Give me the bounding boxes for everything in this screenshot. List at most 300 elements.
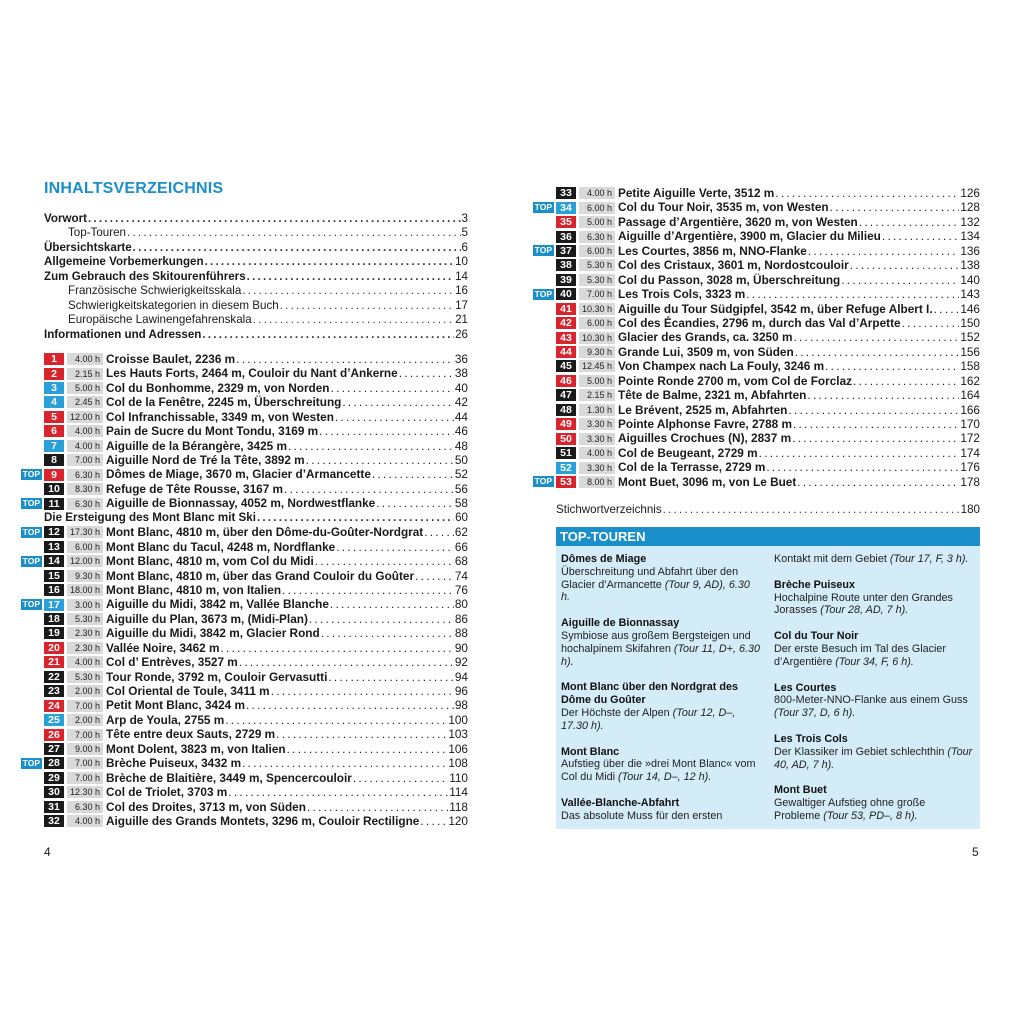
tour-row[interactable] bbox=[44, 771, 468, 785]
top-badge: TOP bbox=[534, 245, 552, 256]
tour-number-badge: 10 bbox=[44, 483, 64, 495]
tour-row[interactable] bbox=[556, 215, 980, 229]
tour-list-left bbox=[22, 351, 468, 828]
tour-number-badge: 19 bbox=[44, 627, 64, 639]
toc-entry-page: 10 bbox=[455, 255, 468, 269]
tour-name: Col de Beugeant, 2729 m bbox=[618, 445, 758, 460]
leader-dots bbox=[376, 496, 454, 510]
tour-name: Pointe Alphonse Favre, 2788 m bbox=[618, 417, 792, 431]
tour-row[interactable] bbox=[22, 525, 468, 540]
top-tour-note: (Tour 17, F, 3 h). bbox=[889, 553, 969, 565]
tour-page: 58 bbox=[454, 496, 468, 511]
tour-time: 2.00 h bbox=[67, 714, 103, 726]
toc-entry-title: Top-Touren bbox=[68, 226, 127, 240]
tour-page: 128 bbox=[960, 200, 980, 215]
leader-dots bbox=[353, 771, 448, 785]
tour-name: Mont Blanc, 4810 m, über den Dôme-du-Goûter-Nordgrat bbox=[106, 525, 424, 540]
leader-dots bbox=[372, 467, 454, 481]
leader-dots bbox=[825, 359, 959, 373]
top-slot bbox=[20, 498, 44, 509]
top-tour-item bbox=[774, 784, 974, 822]
tour-name: Vallée Noire, 3462 m bbox=[106, 640, 220, 655]
tour-row[interactable] bbox=[534, 474, 980, 489]
index-entry[interactable] bbox=[556, 503, 980, 517]
tour-page: 164 bbox=[960, 388, 980, 403]
tour-row[interactable] bbox=[44, 583, 468, 597]
tour-number-badge: 13 bbox=[44, 541, 64, 553]
tour-page: 134 bbox=[960, 229, 980, 244]
tour-row[interactable] bbox=[44, 670, 468, 684]
tour-number-badge: 44 bbox=[556, 346, 576, 358]
tour-row[interactable] bbox=[44, 366, 468, 380]
top-tour-desc-text: Symbiose aus großem Bergsteigen und hochalpinem Skifahren bbox=[561, 629, 751, 655]
top-tour-title: Dômes de Miage bbox=[561, 553, 647, 565]
tour-time: 6.00 h bbox=[579, 245, 615, 257]
tour-page: 90 bbox=[454, 640, 468, 655]
top-tour-desc bbox=[774, 553, 974, 566]
tour-page: 166 bbox=[960, 402, 980, 417]
toc-entry[interactable] bbox=[44, 226, 468, 240]
top-tour-note: (Tour 11, D+, 6.30 h). bbox=[561, 642, 760, 668]
tour-page: 36 bbox=[454, 351, 468, 366]
tour-name: Col du Bonhomme, 2329 m, von Norden bbox=[106, 380, 330, 395]
tour-page: 38 bbox=[454, 366, 468, 381]
tour-row[interactable] bbox=[22, 756, 468, 771]
tour-row[interactable] bbox=[556, 258, 980, 272]
tour-number-badge: 32 bbox=[44, 815, 64, 827]
tour-page: 46 bbox=[454, 424, 468, 439]
leader-dots bbox=[788, 403, 959, 417]
tour-row[interactable] bbox=[44, 698, 468, 712]
tour-row[interactable] bbox=[44, 482, 468, 496]
toc-entry[interactable] bbox=[44, 299, 468, 313]
leader-dots bbox=[328, 670, 454, 684]
top-tour-desc bbox=[774, 694, 974, 720]
tour-name: Le Brévent, 2525 m, Abfahrten bbox=[618, 402, 788, 417]
leader-dots bbox=[276, 727, 447, 741]
tour-number-badge: 9 bbox=[44, 469, 64, 481]
tour-name: Aiguille de Bionnassay, 4052 m, Nordwestflanke bbox=[106, 496, 376, 511]
tour-row[interactable] bbox=[44, 814, 468, 828]
leader-dots bbox=[246, 698, 454, 712]
tour-time: 17.30 h bbox=[67, 526, 103, 538]
tour-time: 3.30 h bbox=[579, 462, 615, 474]
tour-row[interactable] bbox=[556, 388, 980, 402]
tour-name: Mont Blanc, 4810 m, vom Col du Midi bbox=[106, 554, 314, 569]
leader-dots bbox=[315, 554, 454, 568]
leader-dots bbox=[336, 540, 454, 554]
tour-time: 5.00 h bbox=[579, 216, 615, 228]
top-tour-note: (Tour 34, F, 6 h). bbox=[835, 655, 914, 668]
leader-dots bbox=[253, 313, 454, 327]
toc-entry-title: Vorwort bbox=[44, 212, 87, 225]
leader-dots bbox=[766, 460, 959, 474]
tour-row[interactable] bbox=[44, 800, 468, 814]
leader-dots bbox=[424, 525, 454, 539]
toc-entry-page: 21 bbox=[455, 313, 468, 327]
tour-page: 42 bbox=[454, 395, 468, 410]
tour-row[interactable] bbox=[556, 345, 980, 359]
tour-name: Aiguille d’Argentière, 3900 m, Glacier du Milieu bbox=[618, 229, 881, 244]
leader-dots bbox=[330, 597, 454, 611]
section-divider-entry[interactable] bbox=[44, 511, 468, 525]
tour-number-badge: 48 bbox=[556, 404, 576, 416]
tour-row[interactable] bbox=[22, 597, 468, 612]
tour-time: 5.30 h bbox=[67, 613, 103, 625]
top-badge: TOP bbox=[22, 599, 40, 610]
tour-name: Aiguille des Grands Montets, 3296 m, Couloir Rectiligne bbox=[106, 813, 420, 828]
top-tour-note: (Tour 40, AD, 7 h). bbox=[774, 745, 973, 771]
tour-time: 4.00 h bbox=[67, 815, 103, 827]
tour-name: Mont Dolent, 3823 m, von Italien bbox=[106, 741, 286, 756]
top-tour-title: Mont Buet bbox=[774, 784, 827, 797]
tour-time: 7.00 h bbox=[67, 757, 103, 769]
tour-name: Aiguille du Midi, 3842 m, Vallée Blanche bbox=[106, 597, 329, 612]
leader-dots bbox=[247, 270, 454, 284]
tour-name: Brèche Puiseux, 3432 m bbox=[106, 756, 242, 771]
tour-number-badge: 15 bbox=[44, 570, 64, 582]
tour-time: 9.30 h bbox=[579, 346, 615, 358]
toc-entry[interactable] bbox=[44, 270, 468, 284]
tour-row[interactable] bbox=[44, 381, 468, 395]
tour-number-badge: 45 bbox=[556, 360, 576, 372]
tour-page: 138 bbox=[960, 258, 980, 273]
tour-number-badge: 28 bbox=[44, 757, 64, 769]
tour-time: 6.30 h bbox=[579, 231, 615, 243]
tour-row[interactable] bbox=[44, 439, 468, 453]
tour-page: 76 bbox=[454, 582, 468, 597]
tour-row[interactable] bbox=[44, 569, 468, 583]
tour-row[interactable] bbox=[556, 229, 980, 243]
tour-page: 108 bbox=[448, 756, 468, 771]
top-badge: TOP bbox=[534, 202, 552, 213]
leader-dots bbox=[306, 453, 454, 467]
top-slot bbox=[20, 527, 44, 538]
leader-dots bbox=[236, 352, 454, 366]
toc-entry-page: 26 bbox=[455, 327, 468, 341]
toc-entry[interactable] bbox=[44, 212, 468, 226]
leader-dots bbox=[859, 215, 960, 229]
tour-time: 6.00 h bbox=[67, 541, 103, 553]
tour-page: 178 bbox=[960, 474, 980, 489]
top-tour-title: Brèche Puiseux bbox=[774, 578, 856, 591]
tour-number-badge: 12 bbox=[44, 526, 64, 538]
tour-number-badge: 42 bbox=[556, 317, 576, 329]
tour-row[interactable] bbox=[44, 641, 468, 655]
leader-dots bbox=[220, 641, 453, 655]
leader-dots bbox=[807, 388, 959, 402]
tour-row[interactable] bbox=[44, 410, 468, 424]
tour-page: 66 bbox=[454, 539, 468, 554]
tour-row[interactable] bbox=[44, 395, 468, 409]
top-tour-desc-text: Der erste Besuch im Tal des Glacier d’Argentière bbox=[774, 642, 947, 668]
toc-entry-title: Zum Gebrauch des Skitourenführers bbox=[44, 269, 246, 283]
toc-entry[interactable] bbox=[44, 255, 468, 269]
tour-row[interactable] bbox=[534, 243, 980, 258]
leader-dots bbox=[331, 381, 454, 395]
tour-row[interactable] bbox=[44, 713, 468, 727]
tour-row[interactable] bbox=[556, 460, 980, 474]
leader-dots bbox=[242, 756, 447, 770]
tour-row[interactable] bbox=[556, 186, 980, 200]
leader-dots bbox=[902, 316, 960, 330]
tour-time: 2.30 h bbox=[67, 642, 103, 654]
tour-page: 120 bbox=[448, 813, 468, 828]
tour-number-badge: 3 bbox=[44, 382, 64, 394]
tour-row[interactable] bbox=[44, 785, 468, 799]
tour-name: Passage d’Argentière, 3620 m, von Westen bbox=[618, 214, 858, 229]
tour-time: 7.00 h bbox=[67, 700, 103, 712]
top-tour-note: (Tour 9, AD), 6.30 h. bbox=[561, 578, 750, 604]
tour-row[interactable] bbox=[44, 655, 468, 669]
top-tour-item bbox=[561, 797, 761, 823]
tour-time: 9.30 h bbox=[67, 570, 103, 582]
tour-name: Col des Cristaux, 3601 m, Nordostcouloir bbox=[618, 258, 849, 273]
toc-entry[interactable] bbox=[44, 328, 468, 342]
tour-number-badge: 43 bbox=[556, 332, 576, 344]
top-touren-heading: TOP-TOUREN bbox=[556, 527, 980, 546]
tour-row[interactable] bbox=[22, 554, 468, 569]
top-tour-note: (Tour 37, D, 6 h). bbox=[774, 707, 856, 720]
leader-dots bbox=[399, 366, 454, 380]
top-tour-item bbox=[774, 630, 974, 668]
tour-number-badge: 5 bbox=[44, 411, 64, 423]
tour-name: Col de Triolet, 3703 m bbox=[106, 785, 228, 800]
top-tour-title: Mont Blanc bbox=[561, 745, 620, 758]
leader-dots bbox=[205, 255, 455, 269]
tour-row[interactable] bbox=[44, 453, 468, 467]
top-tour-desc bbox=[774, 746, 974, 772]
tour-page: 158 bbox=[960, 359, 980, 374]
index-entry-page: 180 bbox=[960, 503, 980, 517]
top-badge: TOP bbox=[22, 469, 40, 480]
top-touren-box bbox=[556, 527, 980, 829]
page-number-right: 5 bbox=[972, 845, 979, 859]
tour-row[interactable] bbox=[44, 352, 468, 366]
top-tour-desc bbox=[561, 758, 761, 784]
leader-dots bbox=[420, 814, 447, 828]
tour-list-right bbox=[534, 186, 980, 489]
tour-row[interactable] bbox=[44, 540, 468, 554]
top-slot bbox=[532, 202, 556, 213]
tour-number-badge: 50 bbox=[556, 433, 576, 445]
tour-time: 8.00 h bbox=[579, 476, 615, 488]
tour-number-badge: 30 bbox=[44, 786, 64, 798]
tour-name: Col du Tour Noir, 3535 m, von Westen bbox=[618, 200, 829, 215]
toc-right-column bbox=[534, 186, 980, 518]
leader-dots bbox=[882, 229, 959, 243]
tour-name: Col des Droites, 3713 m, von Süden bbox=[106, 799, 306, 814]
tour-name: Grande Lui, 3509 m, von Süden bbox=[618, 344, 794, 359]
tour-row[interactable] bbox=[22, 467, 468, 482]
top-tour-title: Aiguille de Bionnassay bbox=[561, 617, 680, 630]
tour-name: Pointe Ronde 2700 m, vom Col de Forclaz bbox=[618, 373, 853, 388]
tour-number-badge: 18 bbox=[44, 613, 64, 625]
tour-row[interactable] bbox=[556, 330, 980, 344]
tour-name: Mont Blanc, 4810 m, von Italien bbox=[106, 582, 282, 597]
tour-time: 10.30 h bbox=[579, 332, 615, 344]
top-tour-desc bbox=[774, 797, 974, 823]
leader-dots bbox=[934, 302, 960, 316]
tour-page: 162 bbox=[960, 373, 980, 388]
tour-row[interactable] bbox=[556, 359, 980, 373]
tour-time: 12.00 h bbox=[67, 411, 103, 423]
tour-time: 10.30 h bbox=[579, 303, 615, 315]
tour-number-badge: 40 bbox=[556, 288, 576, 300]
top-slot bbox=[532, 245, 556, 256]
tour-number-badge: 29 bbox=[44, 772, 64, 784]
tour-time: 6.30 h bbox=[67, 801, 103, 813]
tour-name: Brèche de Blaitière, 3449 m, Spencercouloir bbox=[106, 770, 352, 785]
leader-dots bbox=[257, 511, 454, 525]
tour-page: 143 bbox=[960, 287, 980, 302]
leader-dots bbox=[307, 800, 448, 814]
toc-entry[interactable] bbox=[44, 313, 468, 327]
tour-number-badge: 49 bbox=[556, 418, 576, 430]
toc-entry-page: 14 bbox=[455, 269, 468, 283]
leader-dots bbox=[88, 212, 461, 226]
tour-row[interactable] bbox=[44, 424, 468, 438]
tour-time: 3.30 h bbox=[579, 433, 615, 445]
toc-entry-page: 5 bbox=[461, 226, 468, 240]
leader-dots bbox=[284, 482, 454, 496]
tour-number-badge: 34 bbox=[556, 202, 576, 214]
tour-name: Col d’ Entrèves, 3527 m bbox=[106, 655, 238, 670]
toc-entry-title: Allgemeine Vorbemerkungen bbox=[44, 255, 204, 269]
tour-page: 132 bbox=[960, 214, 980, 229]
tour-number-badge: 8 bbox=[44, 454, 64, 466]
tour-time: 6.00 h bbox=[579, 317, 615, 329]
tour-number-badge: 14 bbox=[44, 555, 64, 567]
tour-name: Refuge de Tête Rousse, 3167 m bbox=[106, 481, 284, 496]
tour-page: 92 bbox=[454, 655, 468, 670]
leader-dots bbox=[775, 186, 959, 200]
tour-name: Petit Mont Blanc, 3424 m bbox=[106, 698, 245, 713]
toc-entry[interactable] bbox=[44, 284, 468, 298]
tour-number-badge: 1 bbox=[44, 353, 64, 365]
tour-row[interactable] bbox=[22, 496, 468, 511]
tour-row[interactable] bbox=[44, 626, 468, 640]
tour-page: 140 bbox=[960, 272, 980, 287]
tour-page: 174 bbox=[960, 445, 980, 460]
toc-entry[interactable] bbox=[44, 241, 468, 255]
tour-row[interactable] bbox=[556, 446, 980, 460]
tour-number-badge: 52 bbox=[556, 462, 576, 474]
leader-dots bbox=[853, 374, 959, 388]
leader-dots bbox=[309, 612, 454, 626]
tour-number-badge: 41 bbox=[556, 303, 576, 315]
tour-time: 5.30 h bbox=[579, 259, 615, 271]
tour-time: 12.45 h bbox=[579, 360, 615, 372]
tour-name: Les Hauts Forts, 2464 m, Couloir du Nant d’Ankerne bbox=[106, 366, 398, 381]
tour-row[interactable] bbox=[44, 742, 468, 756]
tour-row[interactable] bbox=[556, 273, 980, 287]
top-tour-desc bbox=[774, 643, 974, 669]
tour-page: 114 bbox=[449, 785, 468, 800]
tour-name: Von Champex nach La Fouly, 3246 m bbox=[618, 359, 825, 374]
toc-entry-title: Schwierigkeitskategorien in diesem Buch bbox=[68, 298, 279, 312]
tour-name: Aiguille Nord de Tré la Tête, 3892 m bbox=[106, 453, 305, 467]
leader-dots bbox=[850, 258, 960, 272]
tour-time: 7.00 h bbox=[67, 772, 103, 784]
tour-row[interactable] bbox=[556, 374, 980, 388]
toc-left-column bbox=[22, 180, 468, 828]
section-title: Die Ersteigung des Mont Blanc mit Ski bbox=[44, 510, 256, 524]
toc-entry-title: Französische Schwierigkeitsskala bbox=[68, 284, 242, 298]
top-tour-item bbox=[774, 682, 974, 720]
top-touren-right-column bbox=[774, 553, 974, 836]
tour-number-badge: 36 bbox=[556, 231, 576, 243]
top-tour-note: (Tour 28, AD, 7 h). bbox=[820, 604, 909, 617]
tour-time: 2.15 h bbox=[67, 368, 103, 380]
leader-dots bbox=[663, 503, 960, 517]
tour-page: 150 bbox=[960, 315, 980, 330]
top-tour-desc-text: Überschreitung und Abfahrt über den Glacier d’Armancette bbox=[561, 565, 739, 591]
page-number-left: 4 bbox=[44, 845, 51, 859]
tour-time: 5.30 h bbox=[579, 274, 615, 286]
tour-name: Arp de Youla, 2755 m bbox=[106, 712, 225, 727]
tour-page: 56 bbox=[454, 481, 468, 496]
tour-name: Aiguille de la Bérangère, 3425 m bbox=[106, 438, 287, 453]
tour-name: Tête de Balme, 2321 m, Abfahrten bbox=[618, 388, 807, 403]
leader-dots bbox=[228, 785, 448, 799]
leader-dots bbox=[271, 684, 454, 698]
tour-row[interactable] bbox=[556, 316, 980, 330]
tour-row[interactable] bbox=[556, 403, 980, 417]
top-tour-desc-text: Gewaltiger Aufstieg ohne große Probleme bbox=[774, 797, 926, 822]
leader-dots bbox=[282, 583, 454, 597]
top-tour-desc-text: Der Klassiker im Gebiet schlechthin bbox=[774, 745, 945, 758]
top-tour-desc-text: Das absolute Muss für den ersten bbox=[561, 809, 723, 822]
tour-number-badge: 38 bbox=[556, 259, 576, 271]
tour-time: 5.00 h bbox=[67, 382, 103, 394]
tour-number-badge: 39 bbox=[556, 274, 576, 286]
tour-time: 12.00 h bbox=[67, 555, 103, 567]
tour-row[interactable] bbox=[534, 200, 980, 215]
tour-row[interactable] bbox=[44, 727, 468, 741]
top-tour-desc-text: Kontakt mit dem Gebiet bbox=[774, 553, 887, 565]
tour-page: 80 bbox=[454, 597, 468, 612]
tour-time: 12.30 h bbox=[67, 786, 103, 798]
tour-name: Mont Buet, 3096 m, von Le Buet bbox=[618, 474, 797, 489]
tour-time: 4.00 h bbox=[67, 425, 103, 437]
tour-page: 136 bbox=[960, 243, 980, 258]
tour-page: 103 bbox=[448, 727, 468, 742]
top-badge: TOP bbox=[22, 555, 40, 566]
tour-page: 156 bbox=[960, 344, 980, 359]
top-tour-title: Les Courtes bbox=[774, 681, 837, 694]
tour-number-badge: 25 bbox=[44, 714, 64, 726]
tour-row[interactable] bbox=[534, 287, 980, 302]
top-tour-desc-text: Hochalpine Route unter den Grandes Jorasses bbox=[774, 591, 953, 617]
tour-row[interactable] bbox=[44, 684, 468, 698]
tour-page: 170 bbox=[960, 417, 980, 431]
top-slot bbox=[20, 599, 44, 610]
tour-row[interactable] bbox=[556, 431, 980, 445]
tour-page: 44 bbox=[454, 409, 468, 424]
tour-time: 7.00 h bbox=[67, 454, 103, 466]
toc-entry-page: 6 bbox=[461, 240, 468, 254]
top-tour-item bbox=[561, 681, 761, 732]
tour-time: 4.00 h bbox=[67, 656, 103, 668]
leader-dots bbox=[793, 417, 959, 431]
tour-row[interactable] bbox=[44, 612, 468, 626]
tour-name: Aiguille du Tour Südgipfel, 3542 m, über Refuge Albert I. bbox=[618, 301, 933, 316]
tour-number-badge: 22 bbox=[44, 671, 64, 683]
tour-number-badge: 7 bbox=[44, 440, 64, 452]
tour-row[interactable] bbox=[556, 302, 980, 316]
tour-row[interactable] bbox=[556, 417, 980, 431]
